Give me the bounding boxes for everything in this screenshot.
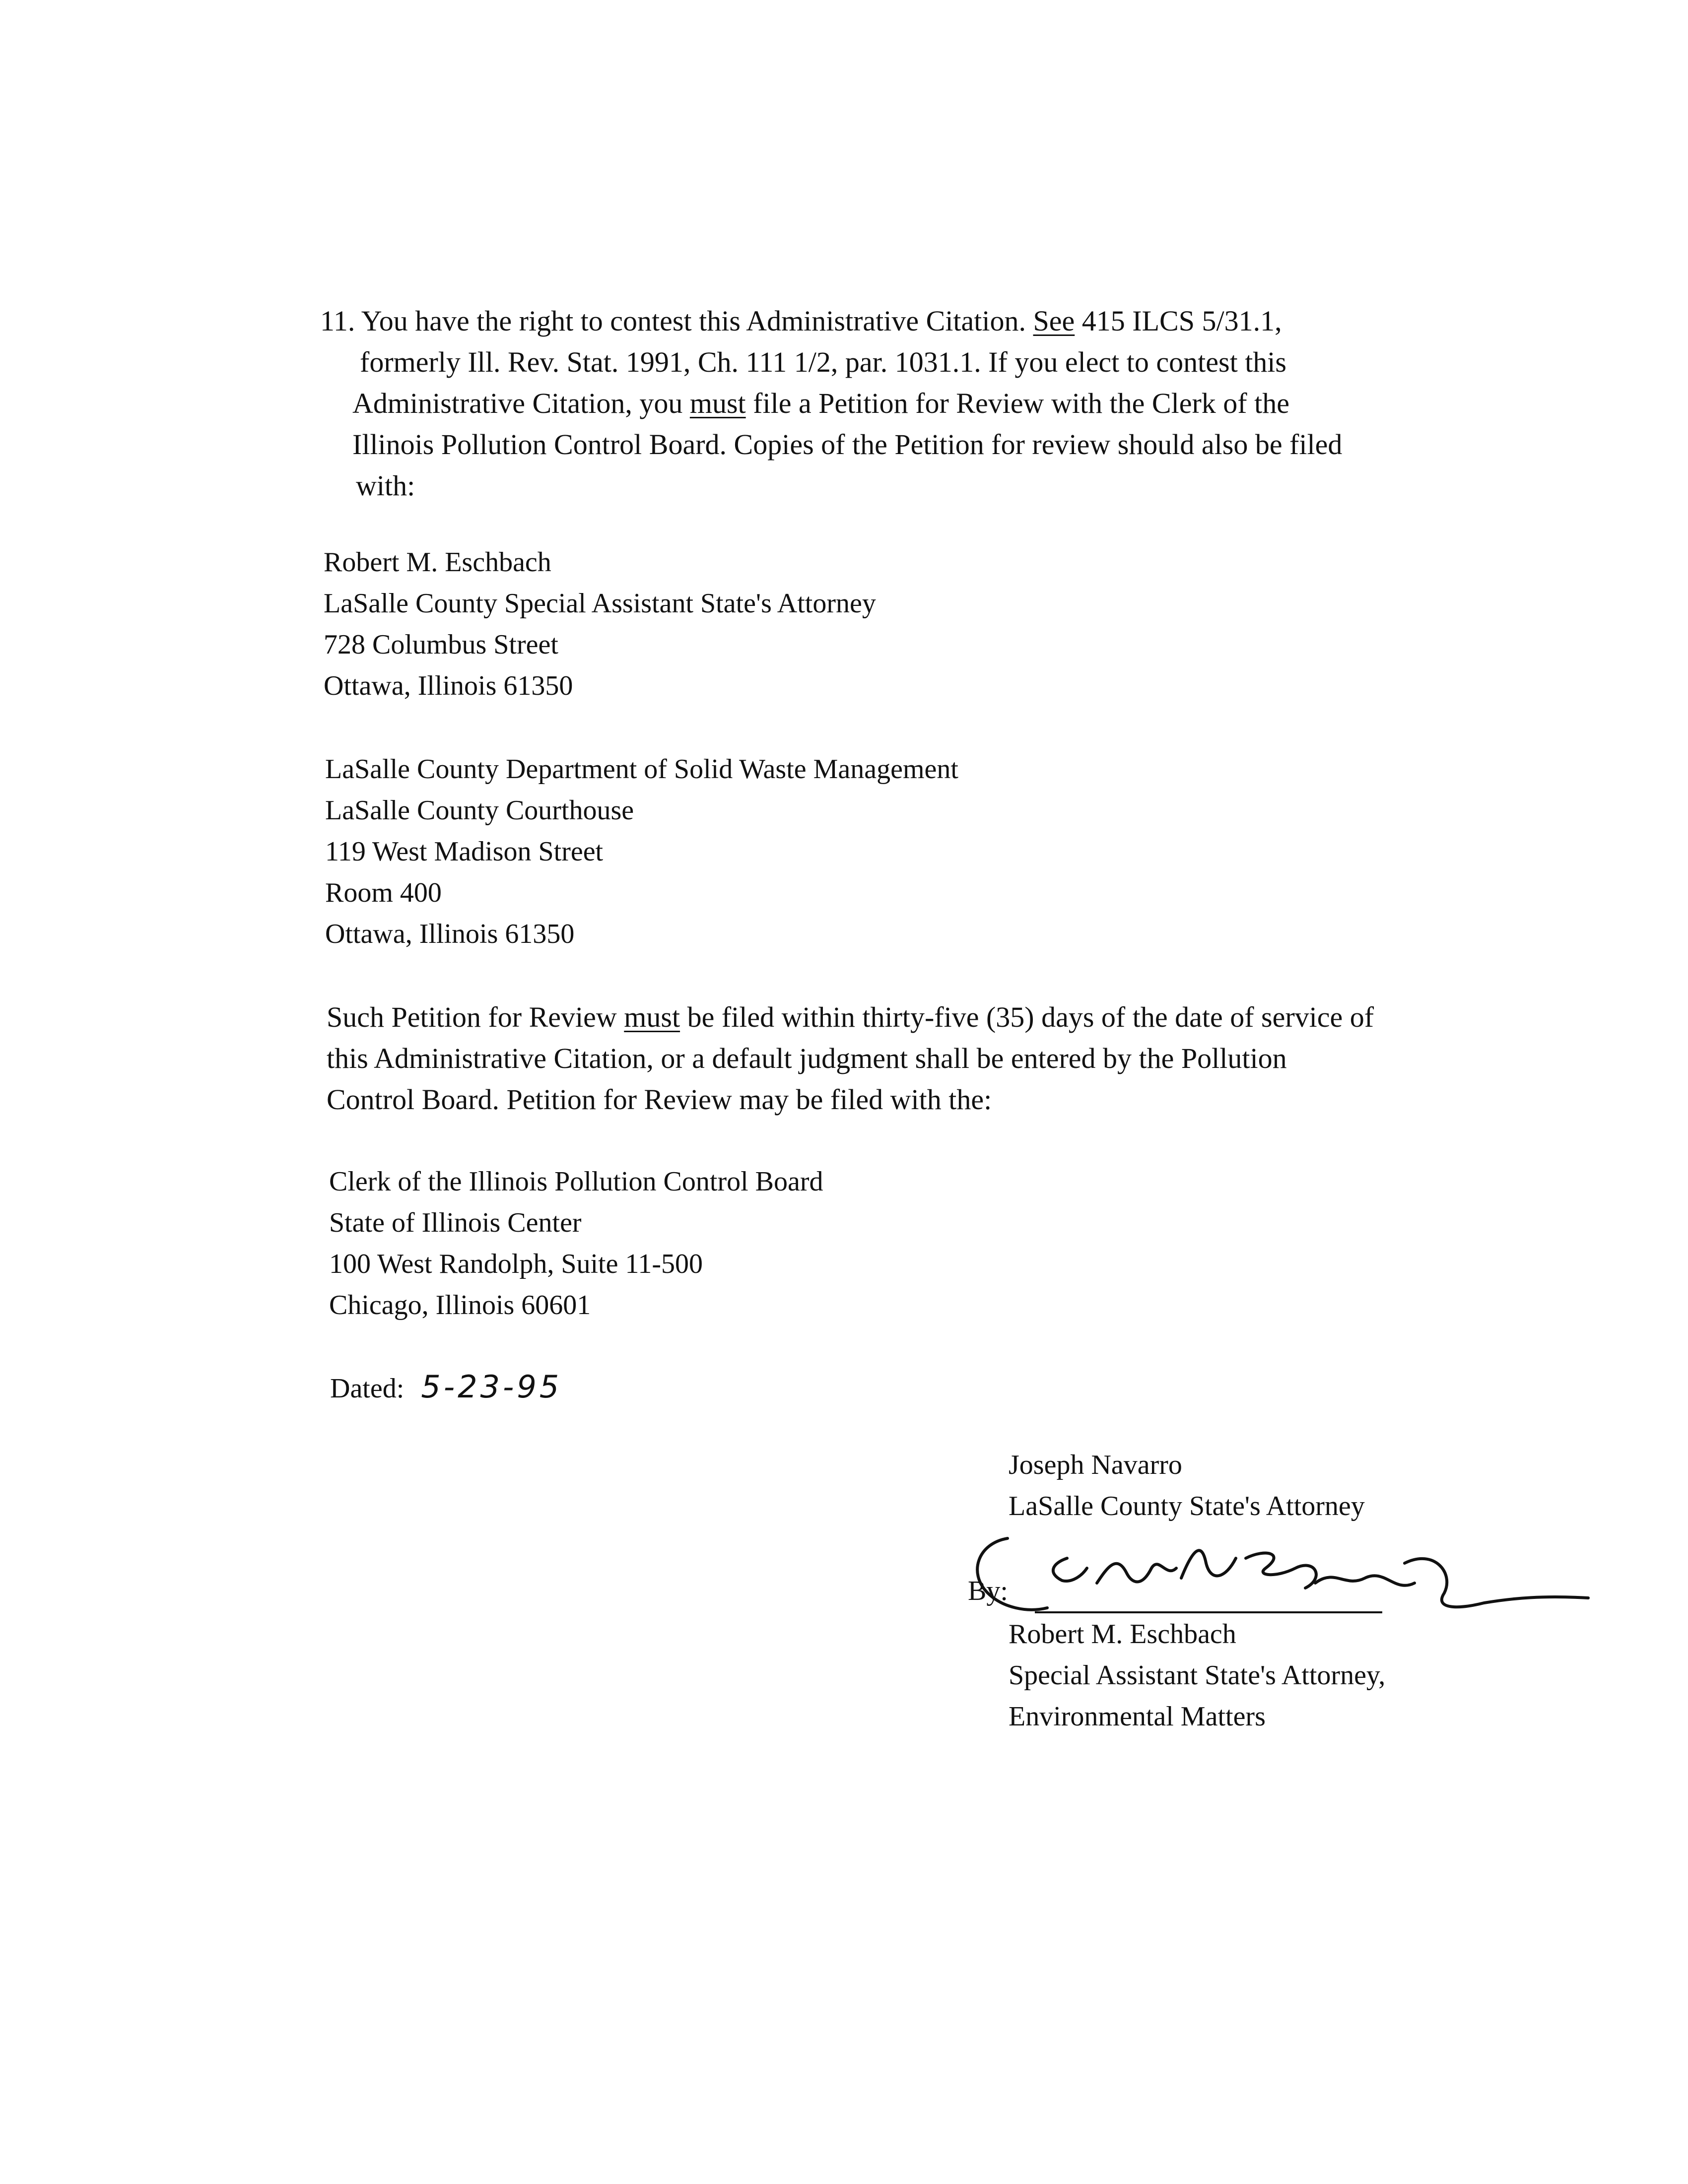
item-11-paragraph bbox=[320, 300, 1342, 506]
deadline-line-3: Control Board. Petition for Review may be filed with the: bbox=[327, 1083, 992, 1116]
address-dept: LaSalle County Department of Solid Waste Management bbox=[325, 754, 958, 785]
dated-label: Dated: bbox=[330, 1373, 405, 1404]
by-label: By: bbox=[968, 1576, 1008, 1606]
item-11-line-2: formerly Ill. Rev. Stat. 1991, Ch. 111 1/2, par. 1031.1. If you elect to contest this bbox=[360, 346, 1286, 378]
address-name: Robert M. Eschbach bbox=[324, 547, 551, 578]
address-solid-waste bbox=[325, 749, 958, 955]
must-underlined: must bbox=[624, 1001, 680, 1033]
deadline-line-2: this Administrative Citation, or a default judgment shall be entered by the Pollution bbox=[327, 1042, 1287, 1074]
signer-title-2: Environmental Matters bbox=[1009, 1701, 1266, 1732]
deadline-line-1: Such Petition for Review must be filed within thirty-five (35) days of the date of service of bbox=[327, 1001, 1374, 1033]
dated-line bbox=[330, 1366, 562, 1409]
address-building: State of Illinois Center bbox=[329, 1207, 582, 1238]
address-street: 119 West Madison Street bbox=[325, 836, 604, 867]
address-title: LaSalle County Special Assistant State's Attorney bbox=[324, 588, 876, 619]
deadline-paragraph bbox=[327, 996, 1374, 1120]
item-11-line-3: Administrative Citation, you must file a Petition for Review with the Clerk of the bbox=[352, 387, 1289, 419]
address-street: 100 West Randolph, Suite 11-500 bbox=[329, 1249, 703, 1279]
see-underlined: See bbox=[1033, 305, 1075, 337]
address-name: Clerk of the Illinois Pollution Control Board bbox=[329, 1166, 823, 1197]
signer-block bbox=[1009, 1614, 1385, 1737]
address-city: Ottawa, Illinois 61350 bbox=[325, 919, 575, 949]
address-city: Ottawa, Illinois 61350 bbox=[324, 670, 573, 701]
handwritten-signature bbox=[968, 1509, 1593, 1628]
address-city: Chicago, Illinois 60601 bbox=[329, 1290, 591, 1321]
signer-name: Robert M. Eschbach bbox=[1009, 1619, 1236, 1650]
dated-value: 5-23-95 bbox=[421, 1369, 562, 1405]
address-clerk bbox=[329, 1161, 823, 1326]
address-eschbach bbox=[324, 542, 876, 707]
item-11-line-5: with: bbox=[356, 469, 415, 502]
item-number: 11. bbox=[320, 305, 355, 337]
address-room: Room 400 bbox=[325, 877, 442, 908]
item-11-line-4: Illinois Pollution Control Board. Copies of the Petition for review should also be filed bbox=[352, 428, 1343, 461]
attorney-name: Joseph Navarro bbox=[1009, 1450, 1182, 1480]
signer-title-1: Special Assistant State's Attorney, bbox=[1009, 1660, 1386, 1691]
attorney-title: LaSalle County State's Attorney bbox=[1009, 1491, 1365, 1522]
must-underlined: must bbox=[689, 387, 746, 419]
address-building: LaSalle County Courthouse bbox=[325, 795, 634, 826]
address-street: 728 Columbus Street bbox=[324, 629, 558, 660]
item-11-line-1: 11. You have the right to contest this Administrative Citation. See 415 ILCS 5/31.1, bbox=[320, 305, 1282, 337]
